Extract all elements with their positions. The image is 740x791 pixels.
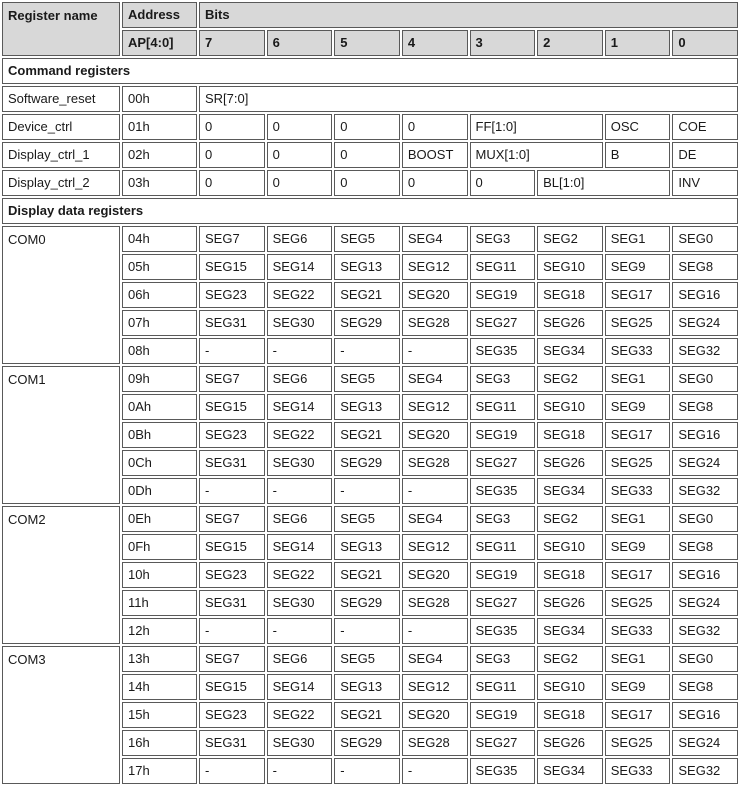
bit-field-cell: SEG13 <box>334 394 400 420</box>
bit-field-cell: MUX[1:0] <box>470 142 603 168</box>
register-row <box>2 114 738 140</box>
bit-field-cell: SEG33 <box>605 758 671 784</box>
register-name-cell: Display_ctrl_2 <box>2 170 120 196</box>
bit-field-cell: SEG26 <box>537 590 603 616</box>
bit-field-cell: SEG8 <box>672 534 738 560</box>
bit-field-cell: SEG9 <box>605 534 671 560</box>
bit-number-header: 7 <box>199 30 265 56</box>
bit-field-cell: SEG32 <box>672 618 738 644</box>
bit-number-header: 4 <box>402 30 468 56</box>
address-cell: 0Bh <box>122 422 197 448</box>
bit-field-cell: SEG0 <box>672 366 738 392</box>
bit-field-cell: SEG28 <box>402 310 468 336</box>
address-cell: 14h <box>122 674 197 700</box>
bit-field-cell: SEG31 <box>199 310 265 336</box>
bit-field-cell: 0 <box>402 114 468 140</box>
bit-field-cell: SEG29 <box>334 590 400 616</box>
bit-field-cell: SEG23 <box>199 562 265 588</box>
bit-field-cell: SEG25 <box>605 450 671 476</box>
bit-field-cell: SEG6 <box>267 366 333 392</box>
bit-field-cell: SEG29 <box>334 730 400 756</box>
address-cell: 04h <box>122 226 197 252</box>
bit-field-cell: SEG10 <box>537 674 603 700</box>
bit-field-cell: SEG3 <box>470 506 536 532</box>
bit-field-cell: - <box>334 338 400 364</box>
bit-field-cell: SEG34 <box>537 478 603 504</box>
register-row <box>2 646 738 672</box>
bit-field-cell: SEG1 <box>605 366 671 392</box>
bit-field-cell: SEG13 <box>334 254 400 280</box>
bit-field-cell: - <box>334 758 400 784</box>
bit-field-cell: SEG27 <box>470 730 536 756</box>
bit-field-cell: SEG2 <box>537 646 603 672</box>
bit-field-cell: SEG16 <box>672 702 738 728</box>
bit-number-header: 6 <box>267 30 333 56</box>
bit-field-cell: SEG25 <box>605 310 671 336</box>
bit-field-cell: 0 <box>199 170 265 196</box>
bit-field-cell: SEG35 <box>470 478 536 504</box>
bit-field-cell: SEG30 <box>267 730 333 756</box>
bit-field-cell: SEG35 <box>470 338 536 364</box>
bit-number-header: 5 <box>334 30 400 56</box>
bit-field-cell: SEG6 <box>267 506 333 532</box>
bit-field-cell: SEG22 <box>267 422 333 448</box>
bit-field-cell: BL[1:0] <box>537 170 670 196</box>
bit-field-cell: SEG28 <box>402 450 468 476</box>
bit-field-cell: SEG30 <box>267 450 333 476</box>
bit-field-cell: SEG21 <box>334 422 400 448</box>
bit-field-cell: SEG2 <box>537 506 603 532</box>
bit-field-cell: SEG8 <box>672 394 738 420</box>
bit-field-cell: SEG30 <box>267 590 333 616</box>
bit-field-cell: SEG22 <box>267 562 333 588</box>
register-name-cell: COM3 <box>2 646 120 784</box>
bit-field-cell: SEG20 <box>402 422 468 448</box>
address-cell: 16h <box>122 730 197 756</box>
section-row-command <box>2 58 738 84</box>
bit-field-cell: SEG10 <box>537 534 603 560</box>
bit-field-cell: SEG15 <box>199 394 265 420</box>
bit-field-cell: - <box>267 618 333 644</box>
bit-field-cell: SEG4 <box>402 506 468 532</box>
bits-header: Bits <box>199 2 738 28</box>
bit-field-cell: SEG33 <box>605 618 671 644</box>
bit-field-cell: SEG34 <box>537 618 603 644</box>
bit-field-cell: SEG34 <box>537 758 603 784</box>
bit-field-cell: 0 <box>470 170 536 196</box>
bit-field-cell: SEG31 <box>199 450 265 476</box>
bit-field-cell: SEG32 <box>672 478 738 504</box>
section-title: Command registers <box>2 58 738 84</box>
register-map-body <box>2 2 738 784</box>
bit-field-cell: SEG31 <box>199 590 265 616</box>
bit-field-cell: 0 <box>267 142 333 168</box>
bit-field-cell: - <box>267 338 333 364</box>
register-row <box>2 86 738 112</box>
section-title: Display data registers <box>2 198 738 224</box>
bit-field-cell: SEG30 <box>267 310 333 336</box>
bit-field-cell: SEG6 <box>267 226 333 252</box>
bit-field-cell: SR[7:0] <box>199 86 738 112</box>
bit-field-cell: - <box>402 478 468 504</box>
bit-field-cell: SEG19 <box>470 422 536 448</box>
bit-field-cell: SEG0 <box>672 226 738 252</box>
register-row <box>2 366 738 392</box>
register-name-cell: Display_ctrl_1 <box>2 142 120 168</box>
header-row-1 <box>2 2 738 28</box>
bit-field-cell: SEG14 <box>267 394 333 420</box>
bit-field-cell: SEG29 <box>334 310 400 336</box>
register-name-cell: COM2 <box>2 506 120 644</box>
address-cell: 02h <box>122 142 197 168</box>
bit-field-cell: SEG25 <box>605 730 671 756</box>
bit-field-cell: SEG29 <box>334 450 400 476</box>
address-cell: 11h <box>122 590 197 616</box>
bit-field-cell: SEG7 <box>199 226 265 252</box>
bit-field-cell: SEG15 <box>199 674 265 700</box>
bit-field-cell: SEG11 <box>470 394 536 420</box>
bit-field-cell: SEG16 <box>672 422 738 448</box>
bit-field-cell: - <box>402 338 468 364</box>
bit-field-cell: SEG27 <box>470 310 536 336</box>
bit-field-cell: SEG3 <box>470 646 536 672</box>
bit-number-header: 1 <box>605 30 671 56</box>
register-row <box>2 170 738 196</box>
bit-field-cell: DE <box>672 142 738 168</box>
bit-field-cell: SEG9 <box>605 394 671 420</box>
register-row <box>2 142 738 168</box>
address-cell: 01h <box>122 114 197 140</box>
bit-field-cell: SEG13 <box>334 674 400 700</box>
bit-field-cell: SEG35 <box>470 758 536 784</box>
bit-field-cell: SEG32 <box>672 758 738 784</box>
bit-field-cell: SEG35 <box>470 618 536 644</box>
bit-field-cell: 0 <box>267 170 333 196</box>
bit-field-cell: SEG34 <box>537 338 603 364</box>
bit-field-cell: SEG12 <box>402 674 468 700</box>
address-cell: 0Ah <box>122 394 197 420</box>
bit-field-cell: SEG23 <box>199 422 265 448</box>
bit-field-cell: BOOST <box>402 142 468 168</box>
address-cell: 00h <box>122 86 197 112</box>
bit-field-cell: SEG12 <box>402 254 468 280</box>
bit-field-cell: 0 <box>334 142 400 168</box>
bit-field-cell: SEG27 <box>470 590 536 616</box>
address-cell: 09h <box>122 366 197 392</box>
bit-field-cell: SEG8 <box>672 674 738 700</box>
address-subheader: AP[4:0] <box>122 30 197 56</box>
bit-field-cell: SEG21 <box>334 562 400 588</box>
address-cell: 0Eh <box>122 506 197 532</box>
bit-field-cell: SEG27 <box>470 450 536 476</box>
bit-field-cell: SEG17 <box>605 702 671 728</box>
register-name-cell: Device_ctrl <box>2 114 120 140</box>
bit-field-cell: B <box>605 142 671 168</box>
address-cell: 07h <box>122 310 197 336</box>
register-name-cell: COM0 <box>2 226 120 364</box>
register-name-cell: Software_reset <box>2 86 120 112</box>
bit-field-cell: SEG14 <box>267 534 333 560</box>
section-row-display-data <box>2 198 738 224</box>
bit-field-cell: SEG10 <box>537 394 603 420</box>
bit-field-cell: SEG11 <box>470 674 536 700</box>
bit-field-cell: SEG7 <box>199 646 265 672</box>
bit-field-cell: INV <box>672 170 738 196</box>
bit-field-cell: FF[1:0] <box>470 114 603 140</box>
bit-field-cell: SEG33 <box>605 338 671 364</box>
bit-field-cell: SEG24 <box>672 730 738 756</box>
bit-field-cell: 0 <box>334 170 400 196</box>
bit-field-cell: SEG20 <box>402 562 468 588</box>
address-cell: 13h <box>122 646 197 672</box>
bit-field-cell: SEG5 <box>334 506 400 532</box>
bit-field-cell: SEG15 <box>199 534 265 560</box>
bit-field-cell: SEG18 <box>537 422 603 448</box>
address-cell: 05h <box>122 254 197 280</box>
bit-field-cell: SEG7 <box>199 506 265 532</box>
bit-field-cell: SEG4 <box>402 226 468 252</box>
bit-field-cell: SEG19 <box>470 282 536 308</box>
bit-field-cell: SEG16 <box>672 562 738 588</box>
bit-field-cell: - <box>267 478 333 504</box>
bit-field-cell: SEG18 <box>537 702 603 728</box>
bit-field-cell: - <box>334 478 400 504</box>
bit-field-cell: SEG16 <box>672 282 738 308</box>
address-cell: 17h <box>122 758 197 784</box>
bit-field-cell: - <box>267 758 333 784</box>
bit-field-cell: SEG28 <box>402 730 468 756</box>
bit-field-cell: SEG11 <box>470 534 536 560</box>
bit-field-cell: 0 <box>334 114 400 140</box>
address-cell: 0Fh <box>122 534 197 560</box>
bit-field-cell: SEG0 <box>672 506 738 532</box>
bit-field-cell: SEG23 <box>199 282 265 308</box>
bit-field-cell: SEG32 <box>672 338 738 364</box>
bit-field-cell: SEG26 <box>537 450 603 476</box>
bit-field-cell: - <box>402 758 468 784</box>
bit-field-cell: SEG4 <box>402 646 468 672</box>
bit-field-cell: OSC <box>605 114 671 140</box>
bit-field-cell: SEG15 <box>199 254 265 280</box>
bit-field-cell: SEG1 <box>605 506 671 532</box>
bit-field-cell: SEG18 <box>537 282 603 308</box>
bit-field-cell: SEG0 <box>672 646 738 672</box>
register-name-cell: COM1 <box>2 366 120 504</box>
bit-field-cell: SEG33 <box>605 478 671 504</box>
bit-field-cell: SEG2 <box>537 226 603 252</box>
bit-field-cell: SEG5 <box>334 226 400 252</box>
address-cell: 06h <box>122 282 197 308</box>
bit-field-cell: SEG5 <box>334 646 400 672</box>
bit-field-cell: SEG13 <box>334 534 400 560</box>
bit-field-cell: 0 <box>199 114 265 140</box>
bit-field-cell: SEG31 <box>199 730 265 756</box>
bit-field-cell: SEG7 <box>199 366 265 392</box>
address-cell: 03h <box>122 170 197 196</box>
bit-field-cell: SEG26 <box>537 310 603 336</box>
bit-field-cell: SEG4 <box>402 366 468 392</box>
register-row <box>2 506 738 532</box>
register-row <box>2 226 738 252</box>
address-cell: 10h <box>122 562 197 588</box>
bit-field-cell: SEG2 <box>537 366 603 392</box>
bit-field-cell: SEG17 <box>605 282 671 308</box>
bit-field-cell: 0 <box>199 142 265 168</box>
bit-field-cell: SEG19 <box>470 702 536 728</box>
bit-field-cell: SEG10 <box>537 254 603 280</box>
bit-field-cell: SEG26 <box>537 730 603 756</box>
bit-field-cell: SEG8 <box>672 254 738 280</box>
bit-field-cell: SEG17 <box>605 562 671 588</box>
address-cell: 0Ch <box>122 450 197 476</box>
bit-field-cell: SEG14 <box>267 674 333 700</box>
bit-field-cell: SEG18 <box>537 562 603 588</box>
address-cell: 08h <box>122 338 197 364</box>
bit-field-cell: SEG3 <box>470 366 536 392</box>
bit-field-cell: SEG24 <box>672 450 738 476</box>
bit-field-cell: 0 <box>402 170 468 196</box>
address-cell: 15h <box>122 702 197 728</box>
bit-field-cell: SEG22 <box>267 702 333 728</box>
bit-field-cell: SEG23 <box>199 702 265 728</box>
bit-field-cell: SEG24 <box>672 310 738 336</box>
bit-field-cell: SEG19 <box>470 562 536 588</box>
bit-field-cell: SEG1 <box>605 226 671 252</box>
address-header: Address <box>122 2 197 28</box>
bit-field-cell: SEG14 <box>267 254 333 280</box>
bit-field-cell: SEG3 <box>470 226 536 252</box>
bit-field-cell: SEG9 <box>605 254 671 280</box>
bit-field-cell: COE <box>672 114 738 140</box>
bit-number-header: 0 <box>672 30 738 56</box>
bit-number-header: 2 <box>537 30 603 56</box>
bit-field-cell: SEG12 <box>402 394 468 420</box>
bit-field-cell: SEG24 <box>672 590 738 616</box>
bit-field-cell: SEG22 <box>267 282 333 308</box>
bit-field-cell: SEG11 <box>470 254 536 280</box>
register-name-header: Register name <box>2 2 120 56</box>
bit-field-cell: SEG25 <box>605 590 671 616</box>
bit-field-cell: SEG1 <box>605 646 671 672</box>
bit-field-cell: - <box>402 618 468 644</box>
bit-field-cell: SEG17 <box>605 422 671 448</box>
bit-number-header: 3 <box>470 30 536 56</box>
bit-field-cell: - <box>334 618 400 644</box>
bit-field-cell: SEG9 <box>605 674 671 700</box>
bit-field-cell: SEG21 <box>334 282 400 308</box>
address-cell: 12h <box>122 618 197 644</box>
bit-field-cell: - <box>199 338 265 364</box>
bit-field-cell: SEG12 <box>402 534 468 560</box>
address-cell: 0Dh <box>122 478 197 504</box>
bit-field-cell: - <box>199 478 265 504</box>
bit-field-cell: 0 <box>267 114 333 140</box>
bit-field-cell: SEG28 <box>402 590 468 616</box>
bit-field-cell: SEG21 <box>334 702 400 728</box>
bit-field-cell: SEG6 <box>267 646 333 672</box>
bit-field-cell: SEG5 <box>334 366 400 392</box>
bit-field-cell: SEG20 <box>402 282 468 308</box>
bit-field-cell: - <box>199 618 265 644</box>
bit-field-cell: - <box>199 758 265 784</box>
bit-field-cell: SEG20 <box>402 702 468 728</box>
